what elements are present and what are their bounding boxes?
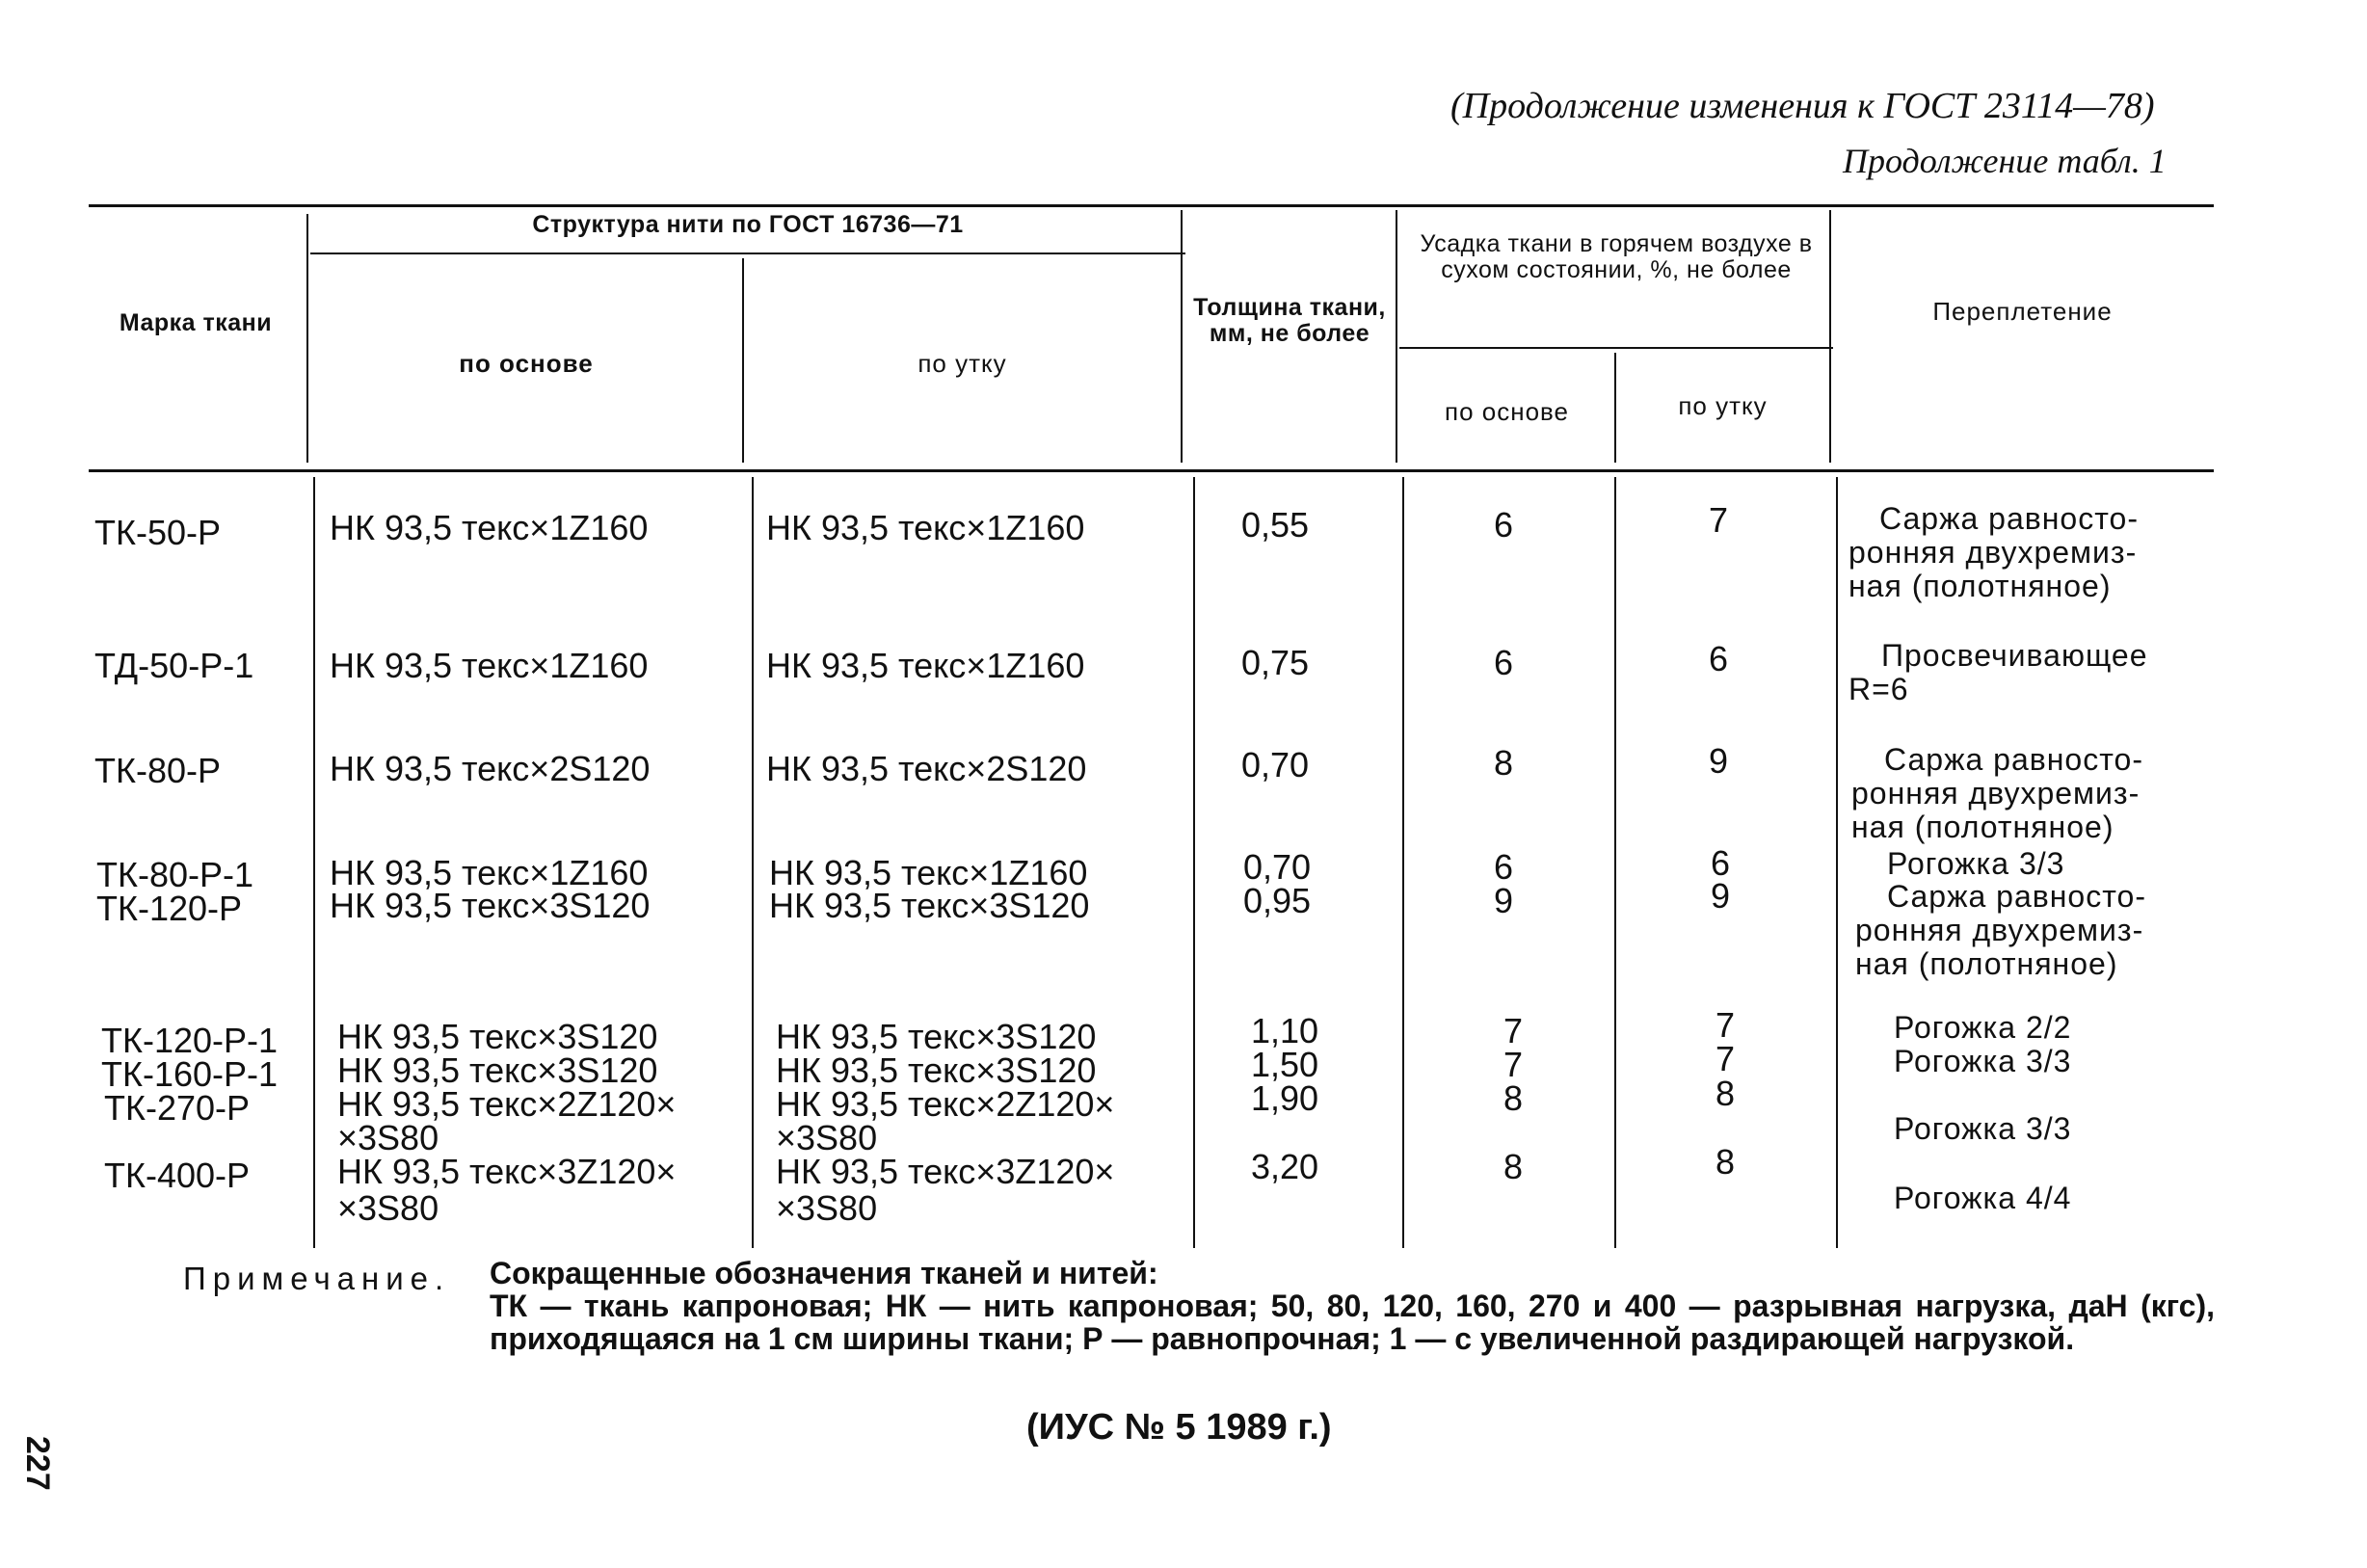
cell-weave-line: Саржа равносто- (1879, 501, 2139, 536)
cell-weft: НК 93,5 текс×3S120 (776, 1050, 1097, 1090)
header-structure-group: Структура нити по ГОСТ 16736—71 (532, 211, 964, 238)
cell-warp: НК 93,5 текс×1Z160 (330, 853, 649, 892)
cell-weft-line: ×3S80 (776, 1188, 878, 1228)
page-number: 227 (19, 1436, 56, 1491)
cell-shrink-weft: 8 (1715, 1074, 1736, 1113)
cell-brand: ТК-270-Р (104, 1088, 251, 1128)
cell-warp: НК 93,5 текс×3S120 (337, 1017, 658, 1056)
table-continuation-label: Продолжение табл. 1 (1843, 142, 2167, 180)
cell-warp-line: ×3S80 (337, 1118, 439, 1157)
cell-weave-line: Рогожка 4/4 (1894, 1181, 2072, 1215)
cell-thickness: 0,95 (1242, 881, 1312, 920)
header-shrink-warp: по основе (1444, 397, 1570, 426)
cell-shrink-warp: 8 (1503, 1147, 1524, 1186)
header-brand: Марка ткани (119, 309, 273, 336)
ius-reference: (ИУС № 5 1989 г.) (1026, 1407, 1332, 1448)
cell-brand: ТК-120-Р-1 (101, 1021, 279, 1060)
header-shrinkage-group: Усадка ткани в горячем воздухе в сухом состоянии, %, не более (1420, 230, 1813, 283)
cell-weft-line: НК 93,5 текс×3Z120× (776, 1152, 1115, 1191)
cell-warp-line: НК 93,5 текс×2Z120× (337, 1084, 677, 1124)
cell-shrink-warp: 8 (1503, 1078, 1524, 1118)
cell-weft: НК 93,5 текс×1Z160 (769, 853, 1088, 892)
cell-brand: ТК-400-Р (104, 1156, 251, 1195)
cell-weft-line: ×3S80 (776, 1118, 878, 1157)
note-line-2: ТК — ткань капроновая; НК — нить капроновая; 50, 80, 120, 160, 270 и 400 — разрывная нагрузка, даН (кгс), приходящаяся на 1 см ширины ткани; Р — равнопрочная; 1 — с увеличенной раздирающей нагрузкой. (490, 1289, 2215, 1356)
cell-warp: НК 93,5 текс×2S120 (330, 749, 651, 788)
cell-shrink-warp: 6 (1493, 847, 1514, 887)
cell-weft-line: НК 93,5 текс×2Z120× (776, 1084, 1115, 1124)
cell-shrink-warp: 9 (1493, 881, 1514, 920)
cell-shrink-weft: 9 (1710, 876, 1731, 916)
header-weave: Переплетение (1932, 297, 2113, 326)
cell-thickness: 0,70 (1242, 847, 1312, 887)
cell-weave-line: Рогожка 3/3 (1887, 846, 2065, 881)
cell-weave-line: Просвечивающее (1881, 638, 2148, 673)
cell-shrink-weft: 6 (1710, 843, 1731, 883)
header-weft: по утку (918, 349, 1007, 378)
cell-shrink-weft: 7 (1715, 1039, 1736, 1078)
cell-brand: ТК-50-Р (94, 513, 221, 552)
header-shrink-weft: по утку (1678, 391, 1768, 420)
cell-weave-line: ронняя двухремиз- (1848, 535, 2138, 570)
cell-weave-line: Саржа равносто- (1884, 742, 2143, 777)
cell-warp-line: ×3S80 (337, 1188, 439, 1228)
cell-shrink-warp: 6 (1493, 505, 1514, 545)
cell-weft: НК 93,5 текс×1Z160 (766, 646, 1085, 685)
cell-weave-line: Саржа равносто- (1887, 879, 2146, 914)
cell-weave-line: ная (полотняное) (1851, 810, 2114, 844)
cell-warp: НК 93,5 текс×1Z160 (330, 646, 649, 685)
cell-thickness: 0,70 (1240, 745, 1310, 784)
cell-shrink-warp: 7 (1503, 1045, 1524, 1084)
cell-brand: ТК-80-Р-1 (96, 855, 254, 894)
cell-shrink-warp: 7 (1503, 1011, 1524, 1050)
cell-weft: НК 93,5 текс×3S120 (769, 886, 1090, 925)
cell-shrink-weft: 9 (1708, 741, 1729, 781)
note-line-1: Сокращенные обозначения тканей и нитей: (490, 1256, 1158, 1290)
cell-shrink-warp: 8 (1493, 743, 1514, 783)
cell-weave-line: ронняя двухремиз- (1855, 913, 2144, 947)
header-warp: по основе (459, 349, 594, 378)
cell-weave-line: ронняя двухремиз- (1851, 776, 2141, 811)
cell-thickness: 1,50 (1250, 1045, 1319, 1084)
note-text (490, 1257, 2215, 1355)
cell-shrink-weft: 8 (1715, 1142, 1736, 1182)
cell-weave-line: Рогожка 3/3 (1894, 1111, 2072, 1146)
cell-shrink-weft: 7 (1715, 1005, 1736, 1045)
cell-weft: НК 93,5 текс×1Z160 (766, 508, 1085, 547)
header-thickness: Толщина ткани, мм, не более (1193, 294, 1386, 347)
cell-weave-line: ная (полотняное) (1855, 946, 2118, 981)
cell-brand: ТД-50-Р-1 (94, 646, 254, 685)
cell-warp-line: НК 93,5 текс×3Z120× (337, 1152, 677, 1191)
note-label: Примечание. (183, 1261, 451, 1296)
cell-weave-line: Рогожка 2/2 (1894, 1010, 2072, 1045)
cell-thickness: 0,75 (1240, 643, 1310, 682)
cell-shrink-warp: 6 (1493, 643, 1514, 682)
cell-thickness: 0,55 (1240, 505, 1310, 545)
cell-weave-line: ная (полотняное) (1848, 569, 2112, 603)
cell-weave-line: R=6 (1848, 672, 1909, 706)
cell-weave-line: Рогожка 3/3 (1894, 1044, 2072, 1078)
cell-brand: ТК-80-Р (94, 751, 221, 790)
cell-thickness: 1,10 (1250, 1011, 1319, 1050)
cell-thickness: 3,20 (1250, 1147, 1319, 1186)
cell-shrink-weft: 7 (1708, 500, 1729, 540)
cell-warp: НК 93,5 текс×3S120 (330, 886, 651, 925)
cell-thickness: 1,90 (1250, 1078, 1319, 1118)
cell-warp: НК 93,5 текс×1Z160 (330, 508, 649, 547)
cell-weft: НК 93,5 текс×2S120 (766, 749, 1087, 788)
continuation-title: (Продолжение изменения к ГОСТ 23114—78) (1450, 86, 2155, 126)
cell-brand: ТК-160-Р-1 (101, 1054, 279, 1094)
cell-warp: НК 93,5 текс×3S120 (337, 1050, 658, 1090)
cell-brand: ТК-120-Р (96, 889, 243, 928)
cell-weft: НК 93,5 текс×3S120 (776, 1017, 1097, 1056)
cell-shrink-weft: 6 (1708, 639, 1729, 678)
